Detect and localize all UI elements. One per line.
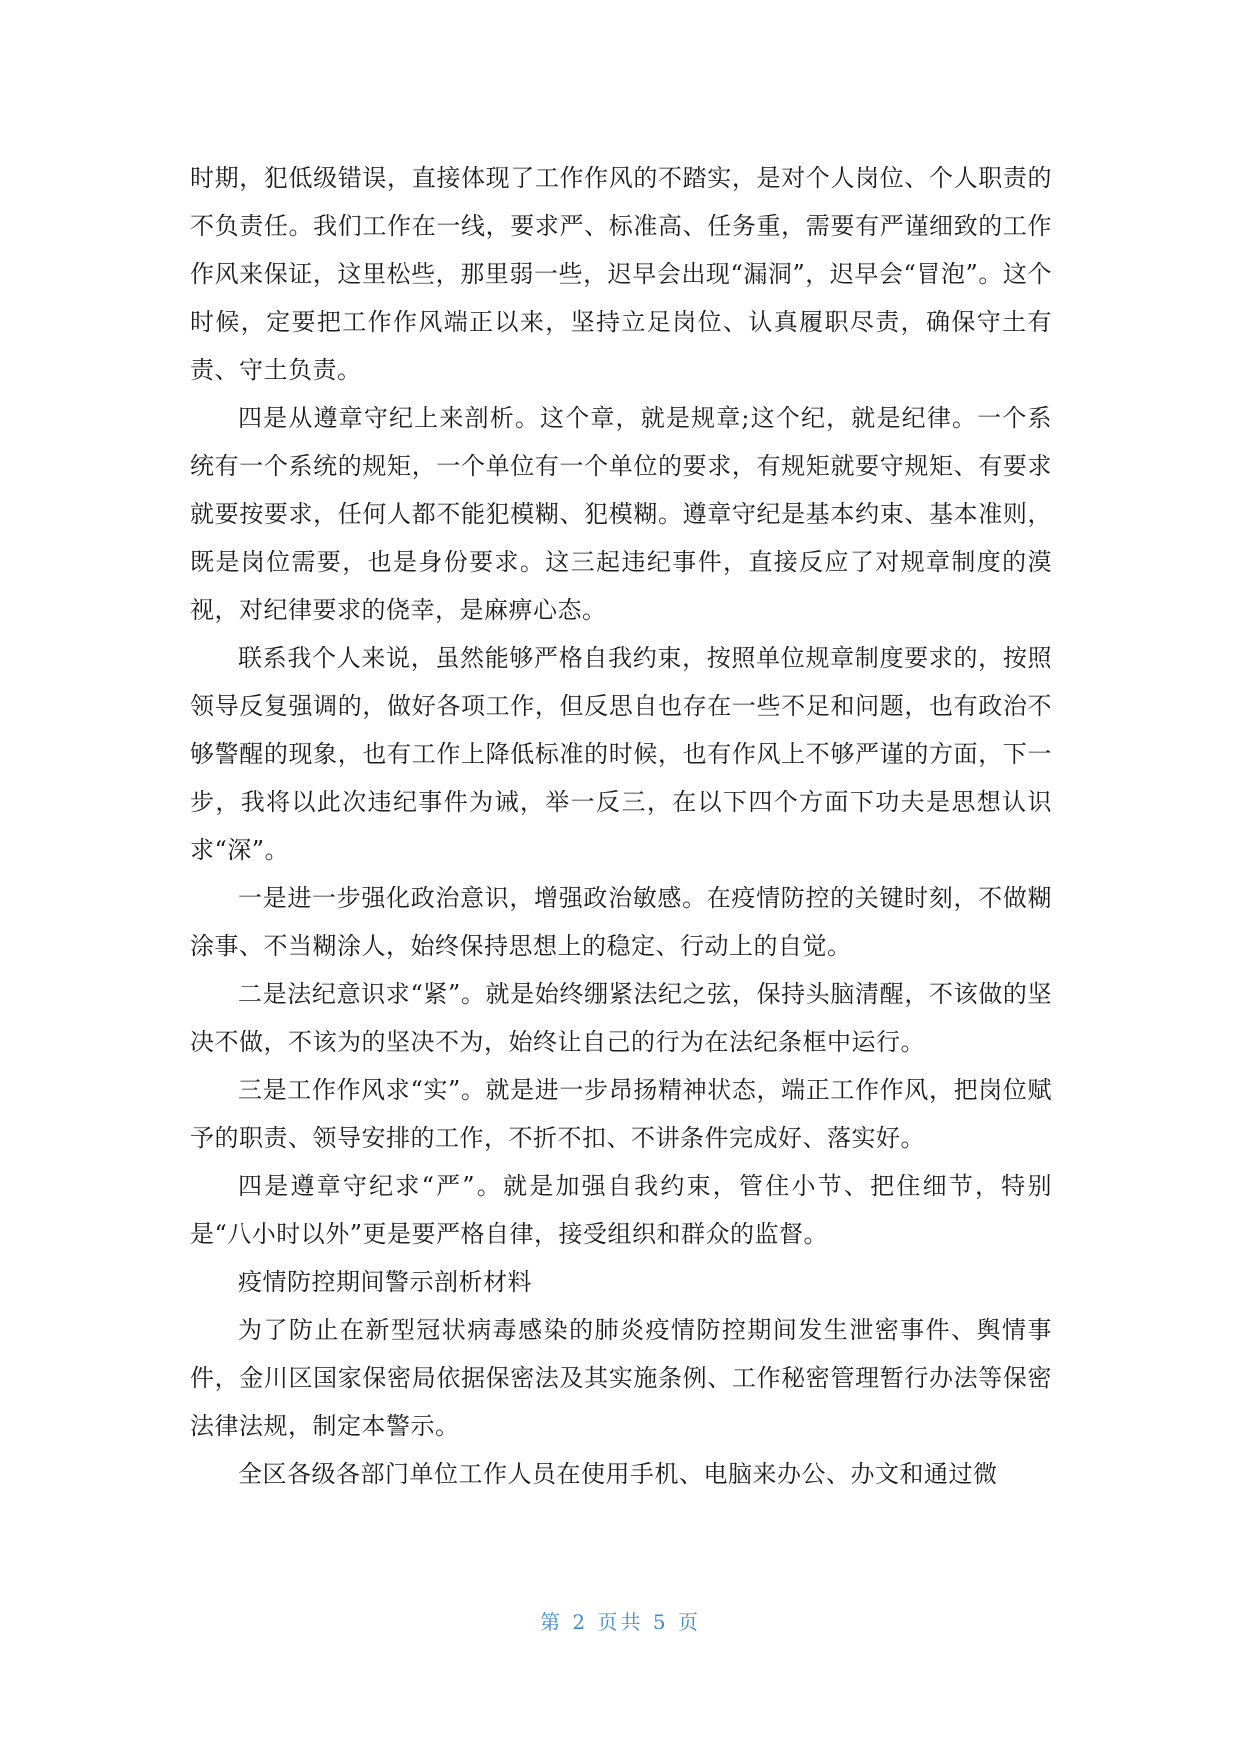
paragraph: 二是法纪意识求“紧”。就是始终绷紧法纪之弦，保持头脑清醒，不该做的坚决不做，不该为的坚决不为，始终让自己的行为在法纪条框中运行。 <box>190 980 1052 1056</box>
footer-middle: 页共 <box>597 1610 644 1634</box>
section-heading: 疫情防控期间警示剖析材料 <box>238 1268 532 1296</box>
footer-prefix: 第 <box>540 1610 564 1634</box>
paragraph: 三是工作作风求“实”。就是进一步昂扬精神状态，端正工作作风，把岗位赋予的职责、领导安排的工作，不折不扣、不讲条件完成好、落实好。 <box>190 1076 1052 1152</box>
current-page-number: 2 <box>572 1610 589 1634</box>
document-body <box>190 154 1052 1498</box>
page-number-footer <box>0 1606 1241 1635</box>
paragraph: 一是进一步强化政治意识，增强政治敏感。在疫情防控的关键时刻，不做糊涂事、不当糊涂人，始终保持思想上的稳定、行动上的自觉。 <box>190 884 1052 960</box>
paragraph: 联系我个人来说，虽然能够严格自我约束，按照单位规章制度要求的，按照领导反复强调的，做好各项工作，但反思自也存在一些不足和问题，也有政治不够警醒的现象，也有工作上降低标准的时候，也有作风上不够严谨的方面，下一步，我将以此次违纪事件为诫，举一反三，在以下四个方面下功夫是思想认识求“深”。 <box>190 644 1052 864</box>
total-page-count: 5 <box>652 1610 669 1634</box>
paragraph: 四是从遵章守纪上来剖析。这个章，就是规章;这个纪，就是纪律。一个系统有一个系统的规矩，一个单位有一个单位的要求，有规矩就要守规矩、有要求就要按要求，任何人都不能犯模糊、犯模糊。遵章守纪是基本约束、基本准则，既是岗位需要，也是身份要求。这三起违纪事件，直接反应了对规章制度的漠视，对纪律要求的侥幸，是麻痹心态。 <box>190 404 1052 624</box>
paragraph: 全区各级各部门单位工作人员在使用手机、电脑来办公、办文和通过微 <box>238 1460 998 1488</box>
footer-suffix: 页 <box>677 1610 701 1634</box>
paragraph: 为了防止在新型冠状病毒感染的肺炎疫情防控期间发生泄密事件、舆情事件，金川区国家保密局依据保密法及其实施条例、工作秘密管理暂行办法等保密法律法规，制定本警示。 <box>190 1316 1052 1440</box>
paragraph: 时期，犯低级错误，直接体现了工作作风的不踏实，是对个人岗位、个人职责的不负责任。我们工作在一线，要求严、标准高、任务重，需要有严谨细致的工作作风来保证，这里松些，那里弱一些，迟早会出现“漏洞”，迟早会“冒泡”。这个时候，定要把工作作风端正以来，坚持立足岗位、认真履职尽责，确保守土有责、守土负责。 <box>190 164 1052 384</box>
paragraph: 四是遵章守纪求“严”。就是加强自我约束，管住小节、把住细节，特别是“八小时以外”更是要严格自律，接受组织和群众的监督。 <box>190 1172 1052 1248</box>
